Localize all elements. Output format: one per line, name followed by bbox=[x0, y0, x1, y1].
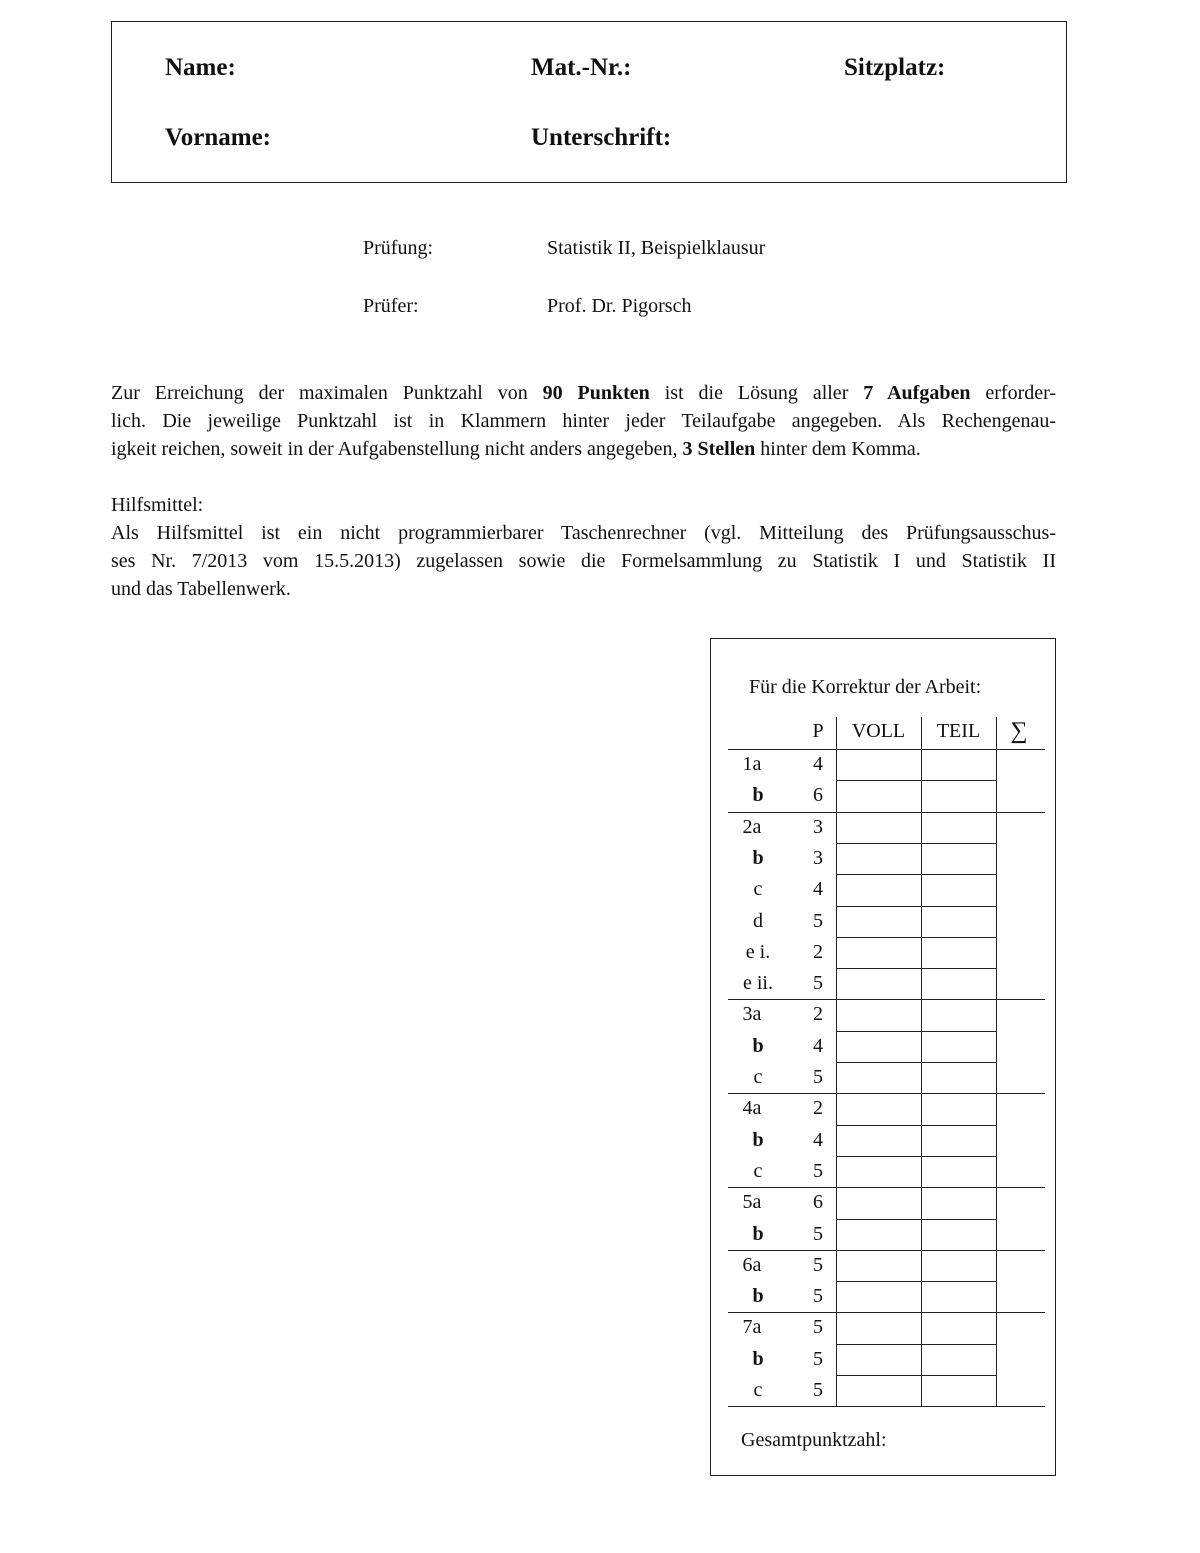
row-rule bbox=[836, 906, 996, 907]
teil-cell[interactable] bbox=[922, 1000, 996, 1030]
teil-cell[interactable] bbox=[922, 1094, 996, 1124]
matnr-label: Mat.-Nr.: bbox=[531, 54, 632, 81]
row-rule bbox=[836, 1031, 996, 1032]
row-label: c bbox=[753, 1066, 763, 1088]
pruefung-value: Statistik II, Beispielklausur bbox=[547, 237, 766, 259]
instructions-text: erforder- bbox=[970, 382, 1057, 404]
row-label: 2a bbox=[742, 815, 762, 838]
teil-cell[interactable] bbox=[922, 938, 996, 968]
row-label: c bbox=[753, 1379, 763, 1401]
row-points: 5 bbox=[813, 1222, 823, 1245]
row-points: 5 bbox=[813, 972, 823, 995]
decimal-places-bold: 3 Stellen bbox=[682, 438, 756, 460]
teil-cell[interactable] bbox=[922, 1157, 996, 1187]
row-points: 4 bbox=[813, 878, 823, 901]
hilfsmittel-section bbox=[111, 491, 1056, 603]
hilfsmittel-line-2: ses Nr. 7/2013 vom 15.5.2013) zugelassen sowie die Formelsammlung zu Statistik I und Statistik II bbox=[111, 550, 1056, 572]
teil-cell[interactable] bbox=[922, 1032, 996, 1062]
voll-cell[interactable] bbox=[837, 1220, 921, 1250]
voll-cell[interactable] bbox=[837, 875, 921, 905]
instructions-text: igkeit reichen, soweit in der Aufgabenstellung nicht anders angegeben, bbox=[111, 438, 683, 460]
voll-cell[interactable] bbox=[837, 1157, 921, 1187]
voll-cell[interactable] bbox=[837, 938, 921, 968]
hilfsmittel-title: Hilfsmittel: bbox=[111, 494, 204, 516]
instructions-line-1 bbox=[111, 379, 1056, 407]
group-rule bbox=[728, 812, 1045, 813]
teil-cell[interactable] bbox=[922, 875, 996, 905]
seat-label: Sitzplatz: bbox=[844, 54, 946, 81]
voll-cell[interactable] bbox=[837, 750, 921, 780]
row-points: 5 bbox=[813, 909, 823, 932]
row-points: 5 bbox=[813, 1379, 823, 1401]
row-label: b bbox=[752, 1285, 764, 1308]
signature-label: Unterschrift: bbox=[531, 124, 672, 151]
row-rule bbox=[836, 1219, 996, 1220]
row-label: b bbox=[752, 1128, 764, 1151]
row-points: 5 bbox=[813, 1066, 823, 1088]
teil-cell[interactable] bbox=[922, 1345, 996, 1375]
row-label: b bbox=[752, 1222, 764, 1245]
group-rule bbox=[728, 1250, 1045, 1251]
col-header-teil: TEIL bbox=[936, 720, 981, 742]
row-points: 3 bbox=[813, 846, 823, 869]
pruefung-label: Prüfung: bbox=[363, 237, 433, 259]
row-rule bbox=[836, 1281, 996, 1282]
row-rule bbox=[836, 1375, 996, 1376]
teil-cell[interactable] bbox=[922, 1188, 996, 1218]
row-points: 2 bbox=[813, 1097, 823, 1120]
row-rule bbox=[836, 1125, 996, 1126]
teil-cell[interactable] bbox=[922, 907, 996, 937]
pruefer-label: Prüfer: bbox=[363, 295, 419, 317]
row-label: e ii. bbox=[743, 972, 773, 995]
row-label: b bbox=[752, 1034, 764, 1057]
row-points: 5 bbox=[813, 1347, 823, 1370]
row-label: 3a bbox=[742, 1003, 762, 1026]
voll-cell[interactable] bbox=[837, 1094, 921, 1124]
teil-cell[interactable] bbox=[922, 1282, 996, 1312]
row-label: 4a bbox=[742, 1097, 762, 1120]
total-label: Gesamtpunktzahl: bbox=[741, 1429, 887, 1451]
teil-cell[interactable] bbox=[922, 813, 996, 843]
row-rule bbox=[836, 1344, 996, 1345]
instructions-line-2: lich. Die jeweilige Punktzahl ist in Klammern hinter jeder Teilaufgabe angegeben. Als Rechengenau- bbox=[111, 410, 1056, 432]
row-label: 7a bbox=[742, 1316, 762, 1339]
col-header-voll: VOLL bbox=[851, 720, 906, 742]
group-rule bbox=[728, 999, 1045, 1000]
row-points: 6 bbox=[813, 1191, 823, 1214]
row-points: 2 bbox=[813, 940, 823, 963]
col-header-points: P bbox=[812, 720, 824, 742]
row-label: b bbox=[752, 1347, 764, 1370]
row-points: 2 bbox=[813, 1003, 823, 1026]
row-label: e i. bbox=[745, 940, 771, 963]
name-label: Name: bbox=[165, 54, 236, 81]
teil-cell[interactable] bbox=[922, 844, 996, 874]
voll-cell[interactable] bbox=[837, 969, 921, 999]
grading-title: Für die Korrektur der Arbeit: bbox=[749, 676, 982, 698]
voll-cell[interactable] bbox=[837, 1345, 921, 1375]
teil-cell[interactable] bbox=[922, 1220, 996, 1250]
row-points: 5 bbox=[813, 1159, 823, 1182]
hilfsmittel-line-3: und das Tabellenwerk. bbox=[111, 578, 291, 600]
student-info-box bbox=[111, 21, 1067, 183]
row-label: b bbox=[752, 784, 764, 807]
row-label: 6a bbox=[742, 1253, 762, 1276]
teil-cell[interactable] bbox=[922, 1251, 996, 1281]
teil-cell[interactable] bbox=[922, 1063, 996, 1093]
row-rule bbox=[836, 937, 996, 938]
voll-cell[interactable] bbox=[837, 1032, 921, 1062]
task-count-bold: 7 Aufgaben bbox=[863, 382, 971, 404]
voll-cell[interactable] bbox=[837, 1000, 921, 1030]
voll-cell[interactable] bbox=[837, 1376, 921, 1406]
row-rule bbox=[836, 1062, 996, 1063]
pruefer-value: Prof. Dr. Pigorsch bbox=[547, 295, 692, 317]
instructions-text: ist die Lösung aller bbox=[649, 382, 864, 404]
row-points: 3 bbox=[813, 815, 823, 838]
row-rule bbox=[836, 874, 996, 875]
voll-cell[interactable] bbox=[837, 1282, 921, 1312]
teil-cell[interactable] bbox=[922, 969, 996, 999]
group-rule bbox=[728, 1093, 1045, 1094]
row-label: d bbox=[753, 909, 763, 932]
teil-cell[interactable] bbox=[922, 781, 996, 811]
row-label: b bbox=[752, 846, 764, 869]
row-points: 5 bbox=[813, 1285, 823, 1308]
row-label: 5a bbox=[742, 1191, 762, 1214]
instructions-text: Zur Erreichung der maximalen Punktzahl von bbox=[111, 382, 543, 404]
row-points: 5 bbox=[813, 1253, 823, 1276]
voll-cell[interactable] bbox=[837, 1188, 921, 1218]
instructions-line-3 bbox=[111, 435, 1056, 463]
group-rule bbox=[728, 1187, 1045, 1188]
row-rule bbox=[836, 843, 996, 844]
col-header-sum: ∑ bbox=[1010, 718, 1028, 744]
teil-cell[interactable] bbox=[922, 1126, 996, 1156]
voll-cell[interactable] bbox=[837, 1063, 921, 1093]
group-rule bbox=[728, 1312, 1045, 1313]
voll-cell[interactable] bbox=[837, 1251, 921, 1281]
table-bottom-rule bbox=[728, 1406, 1045, 1407]
max-points-bold: 90 Punkten bbox=[542, 382, 650, 404]
teil-cell[interactable] bbox=[922, 750, 996, 780]
row-points: 4 bbox=[813, 753, 823, 775]
instructions-paragraph bbox=[111, 379, 1056, 463]
column-divider bbox=[996, 717, 997, 1406]
voll-cell[interactable] bbox=[837, 1313, 921, 1343]
row-label: c bbox=[753, 878, 763, 901]
firstname-label: Vorname: bbox=[165, 124, 272, 151]
teil-cell[interactable] bbox=[922, 1376, 996, 1406]
row-points: 6 bbox=[813, 784, 823, 807]
instructions-text: hinter dem Komma. bbox=[755, 438, 921, 460]
row-rule bbox=[836, 1156, 996, 1157]
row-rule bbox=[836, 968, 996, 969]
teil-cell[interactable] bbox=[922, 1313, 996, 1343]
voll-cell[interactable] bbox=[837, 813, 921, 843]
row-points: 5 bbox=[813, 1316, 823, 1339]
row-rule bbox=[836, 780, 996, 781]
hilfsmittel-line-1: Als Hilfsmittel ist ein nicht programmierbarer Taschenrechner (vgl. Mitteilung des Prüfungsausschus- bbox=[111, 522, 1056, 544]
voll-cell[interactable] bbox=[837, 907, 921, 937]
row-label: 1a bbox=[742, 753, 762, 775]
row-points: 4 bbox=[813, 1034, 823, 1057]
voll-cell[interactable] bbox=[837, 844, 921, 874]
voll-cell[interactable] bbox=[837, 781, 921, 811]
row-label: c bbox=[753, 1159, 763, 1182]
voll-cell[interactable] bbox=[837, 1126, 921, 1156]
row-points: 4 bbox=[813, 1128, 823, 1151]
